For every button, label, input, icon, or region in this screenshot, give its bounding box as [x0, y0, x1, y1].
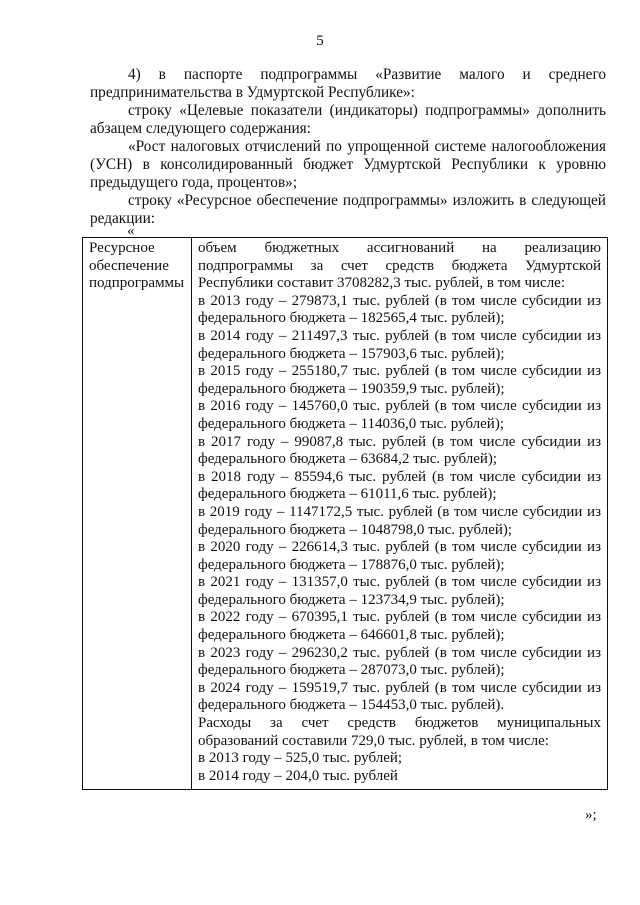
paragraph-target-indicators: строку «Целевые показатели (индикаторы) подпрограммы» дополнить абзацем следующего содержания:: [90, 102, 606, 137]
page-number: 5: [316, 33, 324, 49]
funding-year: в 2022 году – 670395,1 тыс. рублей (в том числе субсидии из федерального бюджета – 646601,8 тыс. рублей);: [198, 609, 601, 644]
funding-year: в 2016 году – 145760,0 тыс. рублей (в том числе субсидии из федерального бюджета – 114036,0 тыс. рублей);: [198, 398, 601, 432]
funding-year: в 2023 году – 296230,2 тыс. рублей (в том числе субсидии из федерального бюджета – 287073,0 тыс. рублей);: [198, 644, 601, 679]
funding-year: в 2018 году – 85594,6 тыс. рублей (в том числе субсидии из федерального бюджета – 61011,6 тыс. рублей);: [198, 468, 601, 503]
funding-year: в 2021 году – 131357,0 тыс. рублей (в том числе субсидии из федерального бюджета – 123734,9 тыс. рублей);: [198, 574, 601, 608]
resource-table: [82, 237, 608, 790]
funding-year: в 2017 году – 99087,8 тыс. рублей (в том числе субсидии из федерального бюджета – 63684,2 тыс. рублей);: [198, 433, 601, 468]
open-quote: «: [127, 223, 135, 239]
funding-year: в 2015 году – 255180,7 тыс. рублей (в том числе субсидии из федерального бюджета – 190359,9 тыс. рублей);: [198, 363, 601, 397]
funding-year: в 2013 году – 279873,1 тыс. рублей (в том числе субсидии из федерального бюджета – 182565,4 тыс. рублей);: [198, 292, 601, 327]
funding-intro: объем бюджетных ассигнований на реализацию подпрограммы за счет средств бюджета Удмуртской Республики составит 3708282,3 тыс. рублей, в том числе:: [198, 240, 601, 292]
municipal-year: в 2014 году – 204,0 тыс. рублей: [198, 767, 398, 784]
funding-year: в 2014 году – 211497,3 тыс. рублей (в том числе субсидии из федерального бюджета – 157903,6 тыс. рублей);: [198, 327, 601, 362]
table-row: [83, 238, 608, 790]
municipal-intro: Расходы за счет средств бюджетов муниципальных образований составили 729,0 тыс. рублей, в том числе:: [198, 715, 601, 749]
table-content-cell: [192, 238, 608, 790]
paragraph-item-4: 4) в паспорте подпрограммы «Развитие малого и среднего предпринимательства в Удмуртской Республике»:: [90, 66, 606, 101]
funding-year: в 2019 году – 1147172,5 тыс. рублей (в том числе субсидии из федерального бюджета – 1048798,0 тыс. рублей);: [198, 503, 601, 538]
municipal-year: в 2013 году – 525,0 тыс. рублей;: [198, 750, 403, 767]
funding-year: в 2020 году – 226614,3 тыс. рублей (в том числе субсидии из федерального бюджета – 178876,0 тыс. рублей);: [198, 539, 601, 573]
close-quote: »;: [585, 807, 597, 823]
paragraph-tax-indicator: «Рост налоговых отчислений по упрощенной системе налогообложения (УСН) в консолидированный бюджет Удмуртской Республики к уровню предыдущего года, процентов»;: [90, 138, 606, 191]
body-text: [90, 66, 606, 228]
table-label-cell: Ресурсное обеспечение подпрограммы: [83, 238, 192, 790]
paragraph-resource-line: строку «Ресурсное обеспечение подпрограммы» изложить в следующей редакции:: [90, 192, 606, 227]
funding-year: в 2024 году – 159519,7 тыс. рублей (в том числе субсидии из федерального бюджета – 154453,0 тыс. рублей).: [198, 679, 601, 714]
